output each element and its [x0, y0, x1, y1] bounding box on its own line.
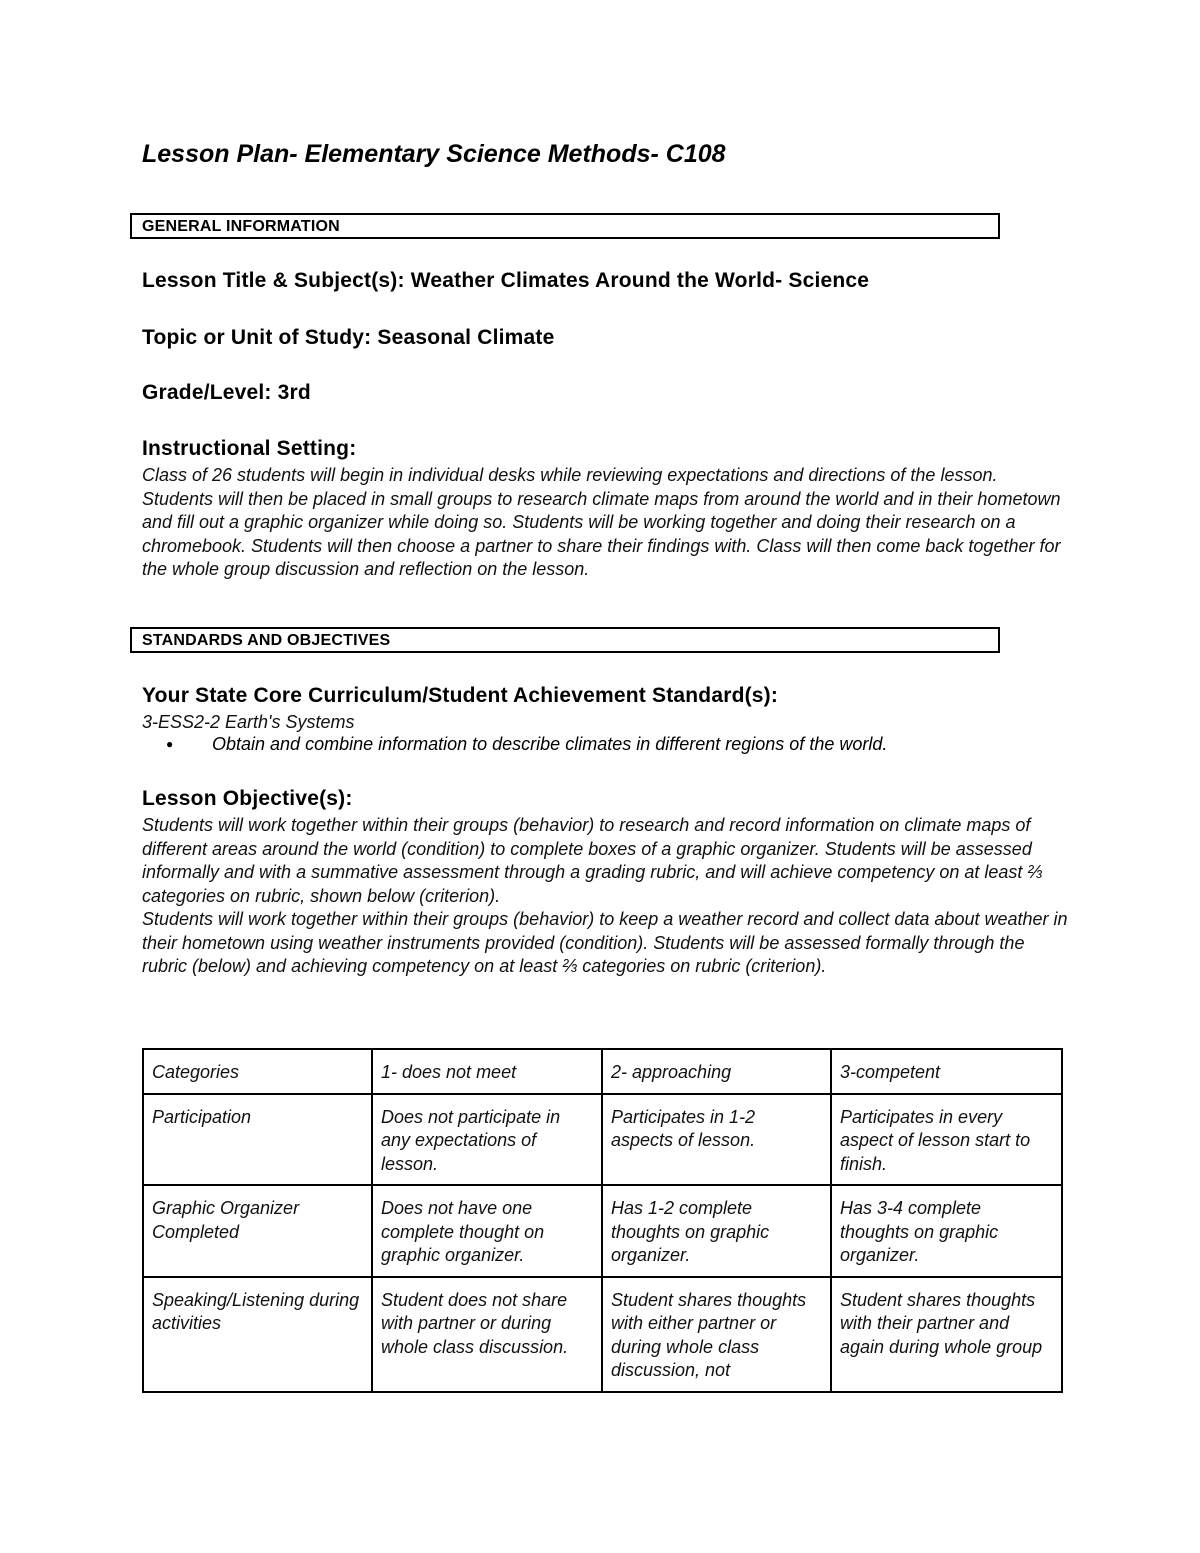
rubric-cell: Graphic Organizer Completed: [143, 1185, 372, 1277]
rubric-header-cell: Categories: [143, 1049, 372, 1094]
rubric-row: [143, 1277, 1062, 1392]
objective-2-text: Students will work together within their groups (behavior) to keep a weather record and collect data about weather in their hometown using weather instruments provided (condition). Students will be assessed formally through the rubric (below) and achieving competency on at least ⅔ categories on rubric (criterion).: [142, 909, 1068, 976]
rubric-cell: Does not have one complete thought on graphic organizer.: [372, 1185, 602, 1277]
standard-code: 3-ESS2-2 Earth's Systems: [142, 712, 355, 732]
rubric-cell: Student shares thoughts with their partner and again during whole group: [831, 1277, 1062, 1392]
rubric-cell: Participates in 1-2 aspects of lesson.: [602, 1094, 831, 1186]
rubric-header-cell: 1- does not meet: [372, 1049, 602, 1094]
rubric-header-row: [143, 1049, 1062, 1094]
standard-bullet-text: Obtain and combine information to describe climates in different regions of the world.: [212, 734, 888, 754]
standards-objectives-header: [130, 627, 1000, 653]
objective-1-text: Students will work together within their groups (behavior) to research and record information on climate maps of different areas around the world (condition) to complete boxes of a graphic organizer. Students will be assessed informally and with a summative assessment through a grading rubric, and will achieve competency on at least ⅔ categories on rubric, shown below (criterion).: [142, 815, 1043, 906]
rubric-cell: Speaking/Listening during activities: [143, 1277, 372, 1392]
rubric-cell: Has 3-4 complete thoughts on graphic organizer.: [831, 1185, 1062, 1277]
rubric-cell: Participation: [143, 1094, 372, 1186]
document-title: Lesson Plan- Elementary Science Methods- C108: [142, 140, 726, 168]
rubric-cell: Does not participate in any expectations of lesson.: [372, 1094, 602, 1186]
topic-field: Topic or Unit of Study: Seasonal Climate: [142, 326, 555, 349]
rubric-cell: Student shares thoughts with either partner or during whole class discussion, not: [602, 1277, 831, 1392]
core-curriculum-label: Your State Core Curriculum/Student Achievement Standard(s):: [142, 684, 779, 707]
general-information-header: [130, 213, 1000, 239]
rubric-header-cell: 3-competent: [831, 1049, 1062, 1094]
lesson-title-field: Lesson Title & Subject(s): Weather Climates Around the World- Science: [142, 269, 870, 292]
general-information-label: GENERAL INFORMATION: [142, 218, 340, 235]
bullet-icon: ●: [166, 737, 174, 751]
rubric-header-cell: 2- approaching: [602, 1049, 831, 1094]
standards-objectives-label: STANDARDS AND OBJECTIVES: [142, 632, 391, 649]
instructional-setting-text: Class of 26 students will begin in individual desks while reviewing expectations and directions of the lesson. Students will then be placed in small groups to research climate maps from around the world and in their hometown and fill out a graphic organizer while doing so. Students will be working together and doing their research on a chromebook. Students will then choose a partner to share their findings with. Class will then come back together for the whole group discussion and reflection on the lesson.: [142, 465, 1061, 579]
rubric-table: [142, 1048, 1063, 1393]
rubric-cell: Participates in every aspect of lesson start to finish.: [831, 1094, 1062, 1186]
grade-field: Grade/Level: 3rd: [142, 381, 311, 404]
instructional-setting-label: Instructional Setting:: [142, 437, 357, 460]
lesson-objectives-label: Lesson Objective(s):: [142, 787, 353, 810]
rubric-row: [143, 1094, 1062, 1186]
rubric-row: [143, 1185, 1062, 1277]
rubric-cell: Has 1-2 complete thoughts on graphic organizer.: [602, 1185, 831, 1277]
rubric-cell: Student does not share with partner or during whole class discussion.: [372, 1277, 602, 1392]
standard-bullet: [166, 734, 887, 755]
